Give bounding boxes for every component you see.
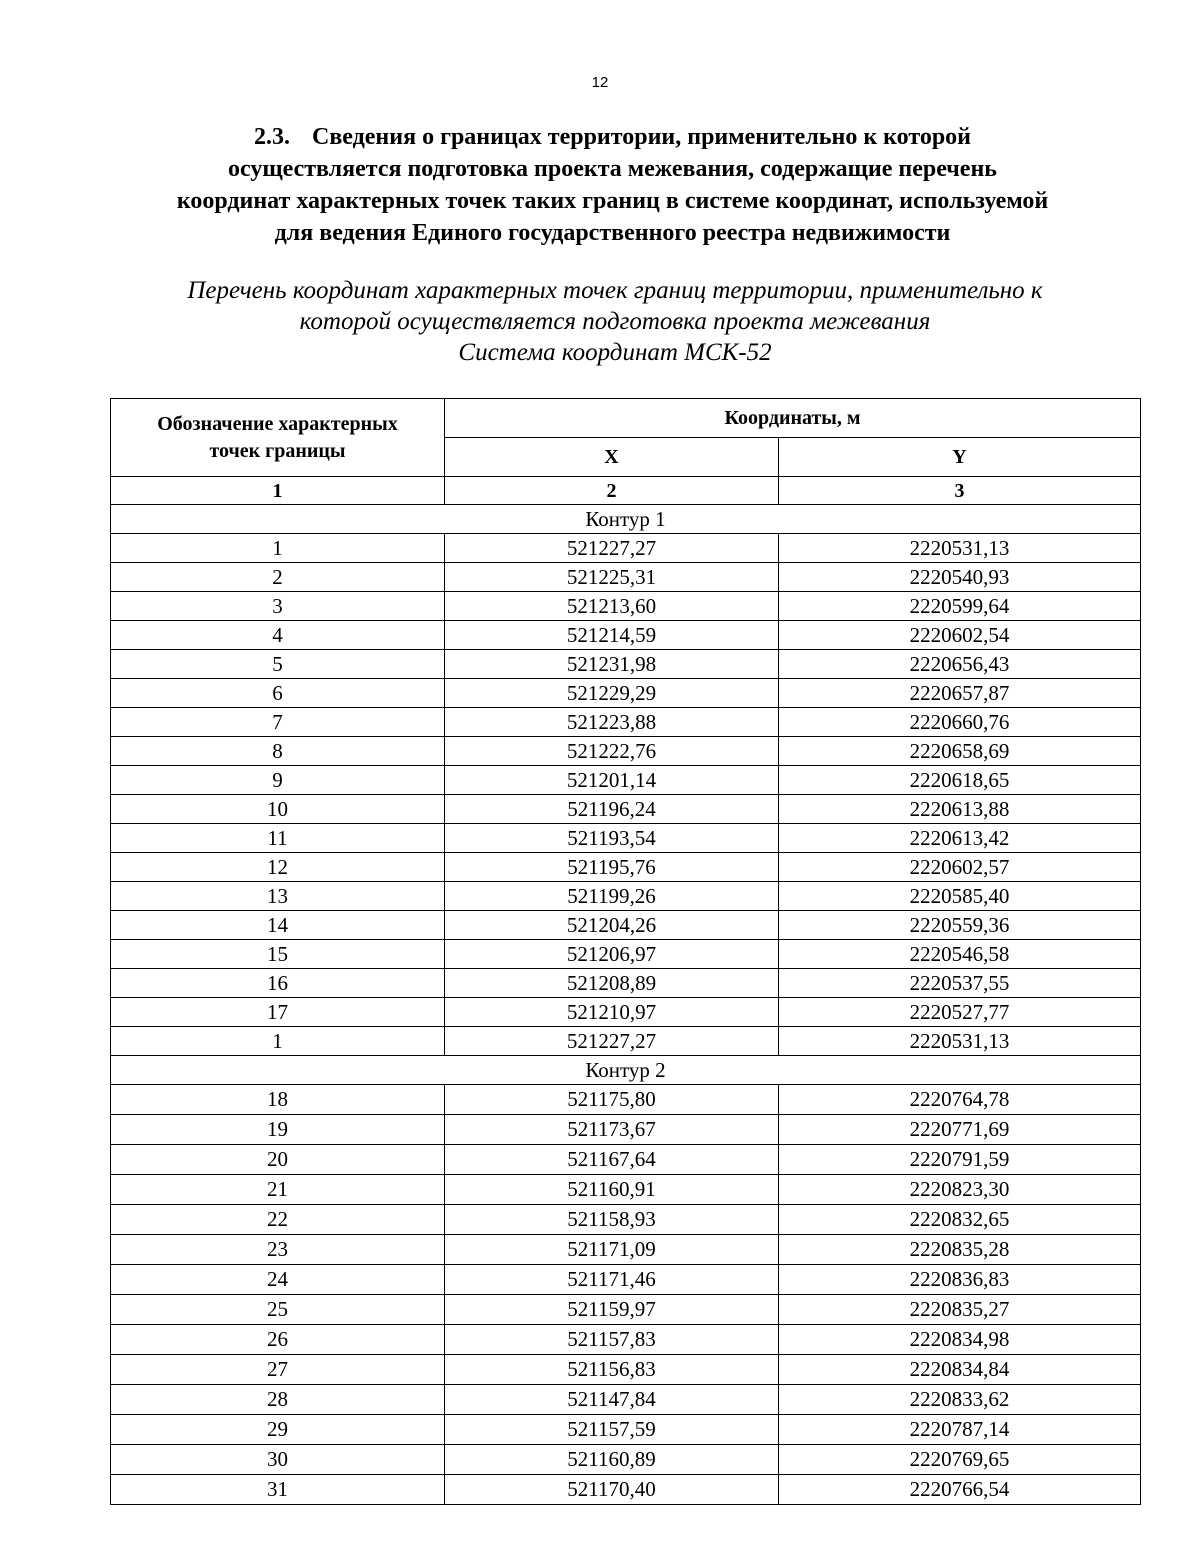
coordinates-header: Координаты, м xyxy=(445,399,1141,438)
point-number: 22 xyxy=(111,1205,445,1235)
table-row xyxy=(111,1265,1141,1295)
y-value: 2220769,65 xyxy=(779,1445,1141,1475)
contour-row xyxy=(111,1056,1141,1085)
point-number: 30 xyxy=(111,1445,445,1475)
y-value: 2220836,83 xyxy=(779,1265,1141,1295)
table-row xyxy=(111,795,1141,824)
x-value: 521157,59 xyxy=(445,1415,779,1445)
y-value: 2220527,77 xyxy=(779,998,1141,1027)
x-value: 521195,76 xyxy=(445,853,779,882)
y-value: 2220531,13 xyxy=(779,1027,1141,1056)
contour-title: Контур 1 xyxy=(111,505,1141,534)
point-number: 15 xyxy=(111,940,445,969)
subtitle-line-2: которой осуществляется подготовка проекта межевания xyxy=(299,308,931,335)
table-row xyxy=(111,911,1141,940)
point-number: 31 xyxy=(111,1475,445,1505)
y-value: 2220832,65 xyxy=(779,1205,1141,1235)
table-row xyxy=(111,1295,1141,1325)
table-row xyxy=(111,1445,1141,1475)
y-value: 2220823,30 xyxy=(779,1175,1141,1205)
contour-title: Контур 2 xyxy=(111,1056,1141,1085)
column-number: 2 xyxy=(445,477,779,505)
point-number: 19 xyxy=(111,1115,445,1145)
table-row xyxy=(111,592,1141,621)
point-number: 6 xyxy=(111,679,445,708)
table-row xyxy=(111,1115,1141,1145)
x-value: 521171,46 xyxy=(445,1265,779,1295)
y-value: 2220537,55 xyxy=(779,969,1141,998)
x-value: 521193,54 xyxy=(445,824,779,853)
y-value: 2220787,14 xyxy=(779,1415,1141,1445)
table-row xyxy=(111,940,1141,969)
y-value: 2220559,36 xyxy=(779,911,1141,940)
table-row xyxy=(111,1355,1141,1385)
point-number: 21 xyxy=(111,1175,445,1205)
table-row xyxy=(111,679,1141,708)
x-value: 521204,26 xyxy=(445,911,779,940)
x-value: 521158,93 xyxy=(445,1205,779,1235)
y-header: Y xyxy=(779,438,1141,477)
x-value: 521231,98 xyxy=(445,650,779,679)
heading-line-2: осуществляется подготовка проекта межевания, содержащие перечень xyxy=(228,156,997,182)
point-number: 29 xyxy=(111,1415,445,1445)
y-value: 2220602,54 xyxy=(779,621,1141,650)
x-value: 521223,88 xyxy=(445,708,779,737)
y-value: 2220835,28 xyxy=(779,1235,1141,1265)
point-number: 28 xyxy=(111,1385,445,1415)
point-number: 9 xyxy=(111,766,445,795)
y-value: 2220613,42 xyxy=(779,824,1141,853)
y-value: 2220602,57 xyxy=(779,853,1141,882)
point-number: 8 xyxy=(111,737,445,766)
table-row xyxy=(111,621,1141,650)
x-value: 521157,83 xyxy=(445,1325,779,1355)
table-row xyxy=(111,1085,1141,1115)
x-value: 521225,31 xyxy=(445,563,779,592)
x-value: 521210,97 xyxy=(445,998,779,1027)
table-row xyxy=(111,708,1141,737)
y-value: 2220834,98 xyxy=(779,1325,1141,1355)
x-value: 521160,91 xyxy=(445,1175,779,1205)
table-row xyxy=(111,998,1141,1027)
table-row xyxy=(111,1325,1141,1355)
x-value: 521173,67 xyxy=(445,1115,779,1145)
table-row xyxy=(111,1235,1141,1265)
table-row xyxy=(111,882,1141,911)
y-value: 2220835,27 xyxy=(779,1295,1141,1325)
point-number: 25 xyxy=(111,1295,445,1325)
table-row xyxy=(111,563,1141,592)
heading-line-4: для ведения Единого государственного реестра недвижимости xyxy=(274,220,951,246)
heading-line-3: координат характерных точек таких границ в системе координат, используемой xyxy=(176,188,1049,214)
x-value: 521206,97 xyxy=(445,940,779,969)
point-number: 23 xyxy=(111,1235,445,1265)
designation-header: Обозначение характерных точек границы xyxy=(111,399,445,477)
point-number: 3 xyxy=(111,592,445,621)
point-number: 27 xyxy=(111,1355,445,1385)
section-heading xyxy=(100,121,1125,249)
x-value: 521199,26 xyxy=(445,882,779,911)
heading-line-1: 2.3. Сведения о границах территории, применительно к которой xyxy=(254,124,971,150)
y-value: 2220599,64 xyxy=(779,592,1141,621)
x-value: 521159,97 xyxy=(445,1295,779,1325)
y-value: 2220771,69 xyxy=(779,1115,1141,1145)
table-row xyxy=(111,853,1141,882)
page-number: 12 xyxy=(591,74,609,91)
table-row xyxy=(111,1145,1141,1175)
x-value: 521147,84 xyxy=(445,1385,779,1415)
column-number: 3 xyxy=(779,477,1141,505)
point-number: 17 xyxy=(111,998,445,1027)
y-value: 2220540,93 xyxy=(779,563,1141,592)
section-number: 2.3. xyxy=(254,124,290,150)
y-value: 2220531,13 xyxy=(779,534,1141,563)
point-number: 26 xyxy=(111,1325,445,1355)
point-number: 5 xyxy=(111,650,445,679)
x-value: 521170,40 xyxy=(445,1475,779,1505)
table-row xyxy=(111,650,1141,679)
y-value: 2220660,76 xyxy=(779,708,1141,737)
table-row xyxy=(111,1385,1141,1415)
point-number: 7 xyxy=(111,708,445,737)
y-value: 2220618,65 xyxy=(779,766,1141,795)
y-value: 2220613,88 xyxy=(779,795,1141,824)
point-number: 24 xyxy=(111,1265,445,1295)
point-number: 18 xyxy=(111,1085,445,1115)
table-row xyxy=(111,534,1141,563)
point-number: 20 xyxy=(111,1145,445,1175)
point-number: 1 xyxy=(111,534,445,563)
x-value: 521167,64 xyxy=(445,1145,779,1175)
coordinate-system-label: Система координат МСК-52 xyxy=(458,339,772,366)
point-number: 10 xyxy=(111,795,445,824)
table-row xyxy=(111,824,1141,853)
table-row xyxy=(111,1475,1141,1505)
y-value: 2220657,87 xyxy=(779,679,1141,708)
y-value: 2220766,54 xyxy=(779,1475,1141,1505)
subtitle-line-1: Перечень координат характерных точек границ территории, применительно к xyxy=(187,277,1043,304)
x-value: 521213,60 xyxy=(445,592,779,621)
y-value: 2220764,78 xyxy=(779,1085,1141,1115)
point-number: 2 xyxy=(111,563,445,592)
y-value: 2220585,40 xyxy=(779,882,1141,911)
y-value: 2220656,43 xyxy=(779,650,1141,679)
table-row xyxy=(111,1027,1141,1056)
point-number: 12 xyxy=(111,853,445,882)
x-value: 521156,83 xyxy=(445,1355,779,1385)
x-value: 521201,14 xyxy=(445,766,779,795)
y-value: 2220658,69 xyxy=(779,737,1141,766)
x-value: 521171,09 xyxy=(445,1235,779,1265)
table-row xyxy=(111,969,1141,998)
table-row xyxy=(111,766,1141,795)
x-value: 521208,89 xyxy=(445,969,779,998)
x-header: X xyxy=(445,438,779,477)
point-number: 16 xyxy=(111,969,445,998)
x-value: 521175,80 xyxy=(445,1085,779,1115)
x-value: 521229,29 xyxy=(445,679,779,708)
table-body xyxy=(111,505,1141,1505)
point-number: 11 xyxy=(111,824,445,853)
contour-row xyxy=(111,505,1141,534)
x-value: 521222,76 xyxy=(445,737,779,766)
y-value: 2220546,58 xyxy=(779,940,1141,969)
coordinates-table xyxy=(110,398,1141,1505)
table-row xyxy=(111,737,1141,766)
point-number: 4 xyxy=(111,621,445,650)
x-value: 521227,27 xyxy=(445,534,779,563)
table-row xyxy=(111,1175,1141,1205)
table-row xyxy=(111,1205,1141,1235)
point-number: 14 xyxy=(111,911,445,940)
table-row xyxy=(111,1415,1141,1445)
column-number: 1 xyxy=(111,477,445,505)
x-value: 521196,24 xyxy=(445,795,779,824)
x-value: 521214,59 xyxy=(445,621,779,650)
point-number: 1 xyxy=(111,1027,445,1056)
y-value: 2220833,62 xyxy=(779,1385,1141,1415)
x-value: 521227,27 xyxy=(445,1027,779,1056)
x-value: 521160,89 xyxy=(445,1445,779,1475)
y-value: 2220834,84 xyxy=(779,1355,1141,1385)
point-number: 13 xyxy=(111,882,445,911)
table-subtitle xyxy=(110,275,1120,368)
y-value: 2220791,59 xyxy=(779,1145,1141,1175)
